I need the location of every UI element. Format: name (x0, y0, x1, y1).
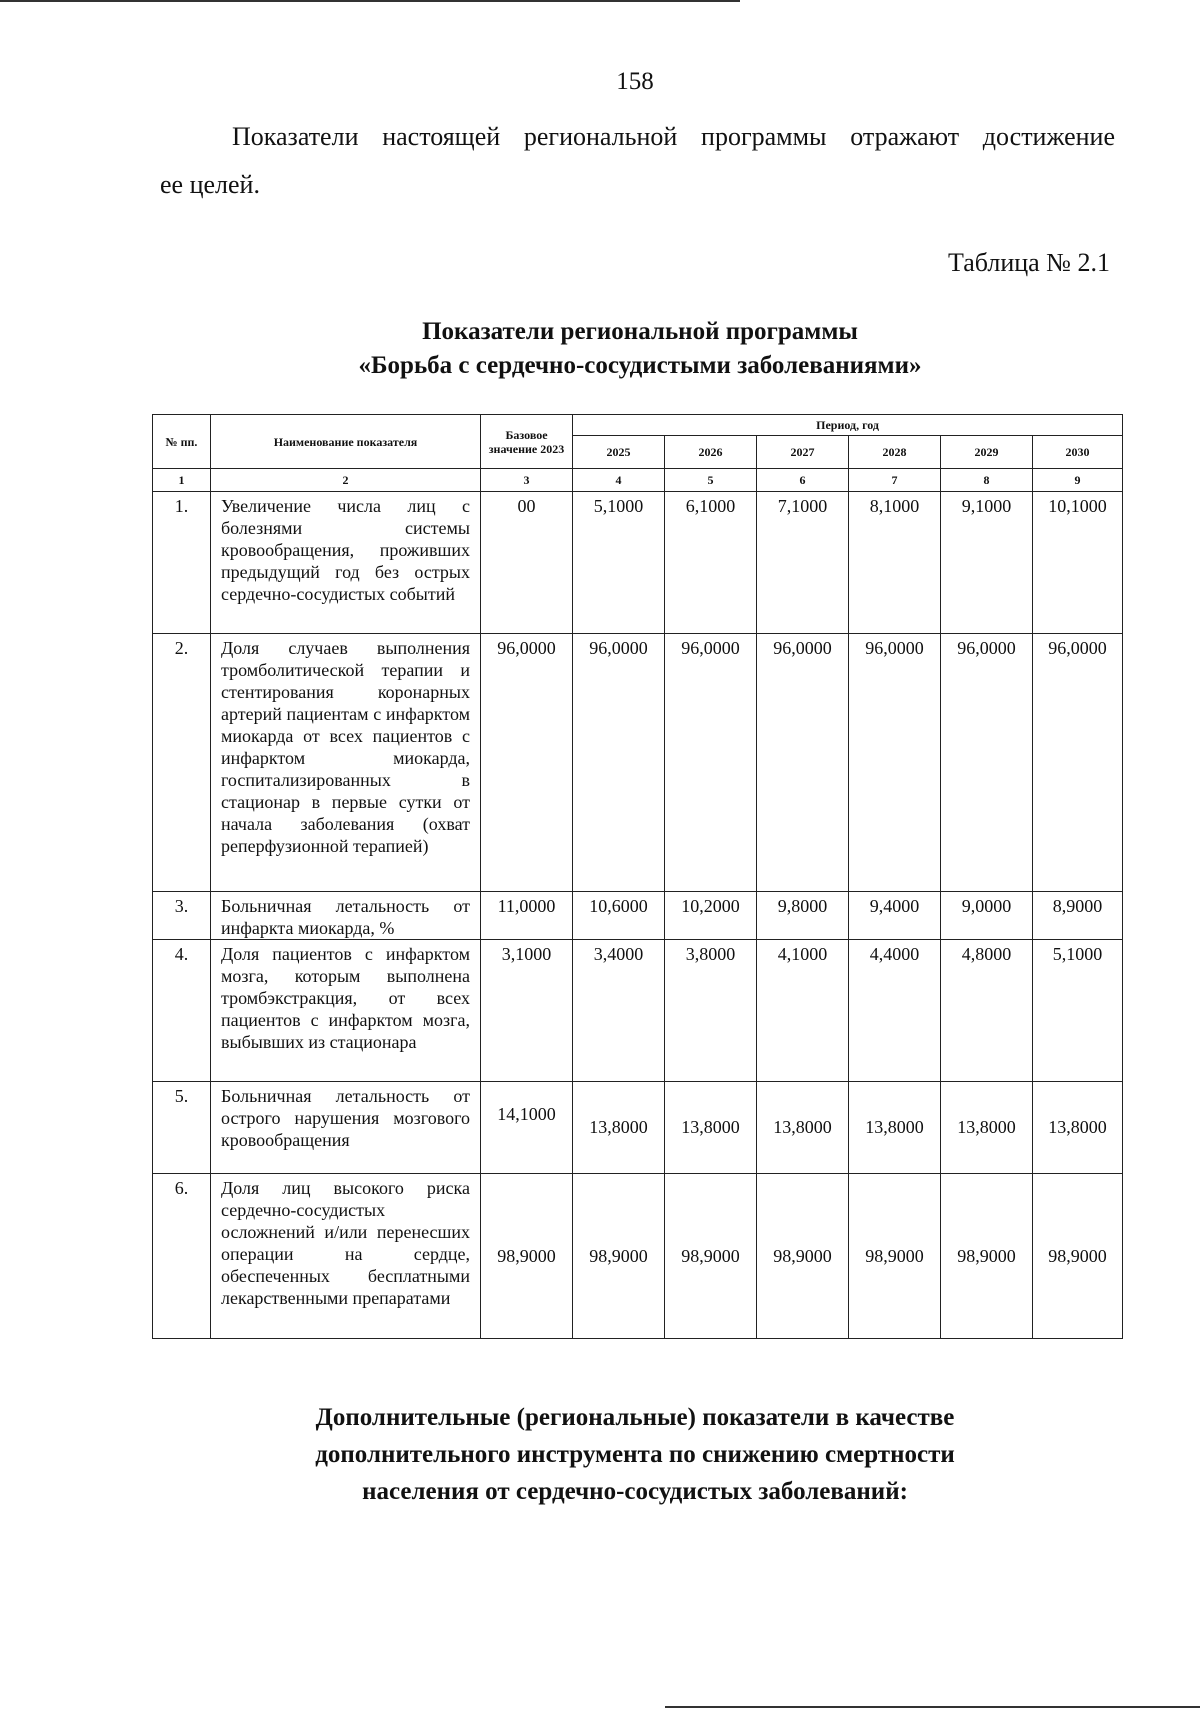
table-title-line-1: Показатели региональной программы (422, 318, 858, 345)
base-value: 96,0000 (481, 634, 573, 892)
indicator-name: Доля лиц высокого риска сердечно-сосудистых осложнений и/или перенесших операции на сердце, обеспеченных бесплатными лекарственными препаратами (211, 1174, 481, 1339)
year-value: 96,0000 (665, 634, 757, 892)
year-value: 96,0000 (941, 634, 1033, 892)
table-title-line-2: «Борьба с сердечно-сосудистыми заболеваниями» (358, 352, 922, 379)
indicators-table (152, 414, 1123, 1339)
header-year: 2027 (757, 436, 849, 469)
intro-paragraph (160, 113, 1115, 209)
year-value: 9,8000 (757, 892, 849, 940)
intro-line-2: ее целей. (160, 170, 260, 199)
column-number: 5 (665, 469, 757, 492)
year-value: 13,8000 (849, 1082, 941, 1174)
year-value: 98,9000 (573, 1174, 665, 1339)
year-value: 9,1000 (941, 492, 1033, 634)
header-base: Базовое значение 2023 (481, 415, 573, 469)
year-value: 96,0000 (1033, 634, 1123, 892)
column-number-row (153, 469, 1123, 492)
base-value: 00 (481, 492, 573, 634)
bottom-scan-rule (665, 1706, 1200, 1708)
year-value: 13,8000 (1033, 1082, 1123, 1174)
year-value: 3,4000 (573, 940, 665, 1082)
section-heading (200, 1399, 1070, 1510)
year-value: 5,1000 (573, 492, 665, 634)
year-value: 10,1000 (1033, 492, 1123, 634)
column-number: 9 (1033, 469, 1123, 492)
row-number: 1. (153, 492, 211, 634)
year-value: 9,0000 (941, 892, 1033, 940)
header-num: № пп. (153, 415, 211, 469)
base-value: 3,1000 (481, 940, 573, 1082)
row-number: 2. (153, 634, 211, 892)
year-value: 13,8000 (941, 1082, 1033, 1174)
year-value: 7,1000 (757, 492, 849, 634)
column-number: 2 (211, 469, 481, 492)
section-heading-line-2: дополнительного инструмента по снижению смертности (315, 1441, 955, 1468)
header-year: 2025 (573, 436, 665, 469)
year-value: 6,1000 (665, 492, 757, 634)
indicator-name: Больничная летальность от острого нарушения мозгового кровообращения (211, 1082, 481, 1174)
column-number: 1 (153, 469, 211, 492)
year-value: 4,4000 (849, 940, 941, 1082)
base-value: 14,1000 (481, 1082, 573, 1174)
page-number: 158 (616, 68, 654, 95)
row-number: 5. (153, 1082, 211, 1174)
year-value: 13,8000 (757, 1082, 849, 1174)
year-value: 5,1000 (1033, 940, 1123, 1082)
header-row (153, 415, 1123, 436)
year-value: 98,9000 (665, 1174, 757, 1339)
year-value: 98,9000 (941, 1174, 1033, 1339)
year-value: 98,9000 (757, 1174, 849, 1339)
base-value: 98,9000 (481, 1174, 573, 1339)
table-row (153, 940, 1123, 1082)
header-period: Период, год (573, 415, 1123, 436)
year-value: 98,9000 (849, 1174, 941, 1339)
year-value: 4,1000 (757, 940, 849, 1082)
table-row (153, 1082, 1123, 1174)
table-row (153, 492, 1123, 634)
base-value: 11,0000 (481, 892, 573, 940)
row-number: 6. (153, 1174, 211, 1339)
header-year: 2029 (941, 436, 1033, 469)
year-value: 10,6000 (573, 892, 665, 940)
table-row (153, 1174, 1123, 1339)
year-value: 8,9000 (1033, 892, 1123, 940)
indicator-name: Увеличение числа лиц с болезнями системы кровообращения, проживших предыдущий год без острых сердечно-сосудистых событий (211, 492, 481, 634)
row-number: 4. (153, 940, 211, 1082)
header-year: 2026 (665, 436, 757, 469)
year-value: 96,0000 (573, 634, 665, 892)
year-value: 96,0000 (849, 634, 941, 892)
column-number: 8 (941, 469, 1033, 492)
section-heading-line-1: Дополнительные (региональные) показатели в качестве (315, 1404, 955, 1431)
header-year: 2028 (849, 436, 941, 469)
section-heading-line-3: населения от сердечно-сосудистых заболеваний: (362, 1478, 908, 1505)
table-label: Таблица № 2.1 (947, 248, 1110, 277)
top-scan-rule (0, 0, 740, 2)
column-number: 7 (849, 469, 941, 492)
column-number: 3 (481, 469, 573, 492)
year-value: 98,9000 (1033, 1174, 1123, 1339)
year-value: 13,8000 (573, 1082, 665, 1174)
indicator-name: Доля пациентов с инфарктом мозга, которым выполнена тромбэкстракция, от всех пациентов с инфарктом мозга, выбывших из стационара (211, 940, 481, 1082)
year-value: 13,8000 (665, 1082, 757, 1174)
table-row (153, 892, 1123, 940)
year-value: 4,8000 (941, 940, 1033, 1082)
indicator-name: Доля случаев выполнения тромболитической терапии и стентирования коронарных артерий пациентам с инфарктом миокарда от всех пациентов с инфарктом миокарда, госпитализированных в стационар в первые сутки от начала заболевания (охват реперфузионной терапией) (211, 634, 481, 892)
column-number: 6 (757, 469, 849, 492)
indicator-name: Больничная летальность от инфаркта миокарда, % (211, 892, 481, 940)
year-value: 10,2000 (665, 892, 757, 940)
table-row (153, 634, 1123, 892)
row-number: 3. (153, 892, 211, 940)
header-year: 2030 (1033, 436, 1123, 469)
column-number: 4 (573, 469, 665, 492)
year-value: 3,8000 (665, 940, 757, 1082)
year-value: 9,4000 (849, 892, 941, 940)
year-value: 8,1000 (849, 492, 941, 634)
header-name: Наименование показателя (211, 415, 481, 469)
table-title (160, 315, 1120, 383)
intro-line-1: Показатели настоящей региональной программы отражают достижение (232, 122, 1115, 151)
year-value: 96,0000 (757, 634, 849, 892)
